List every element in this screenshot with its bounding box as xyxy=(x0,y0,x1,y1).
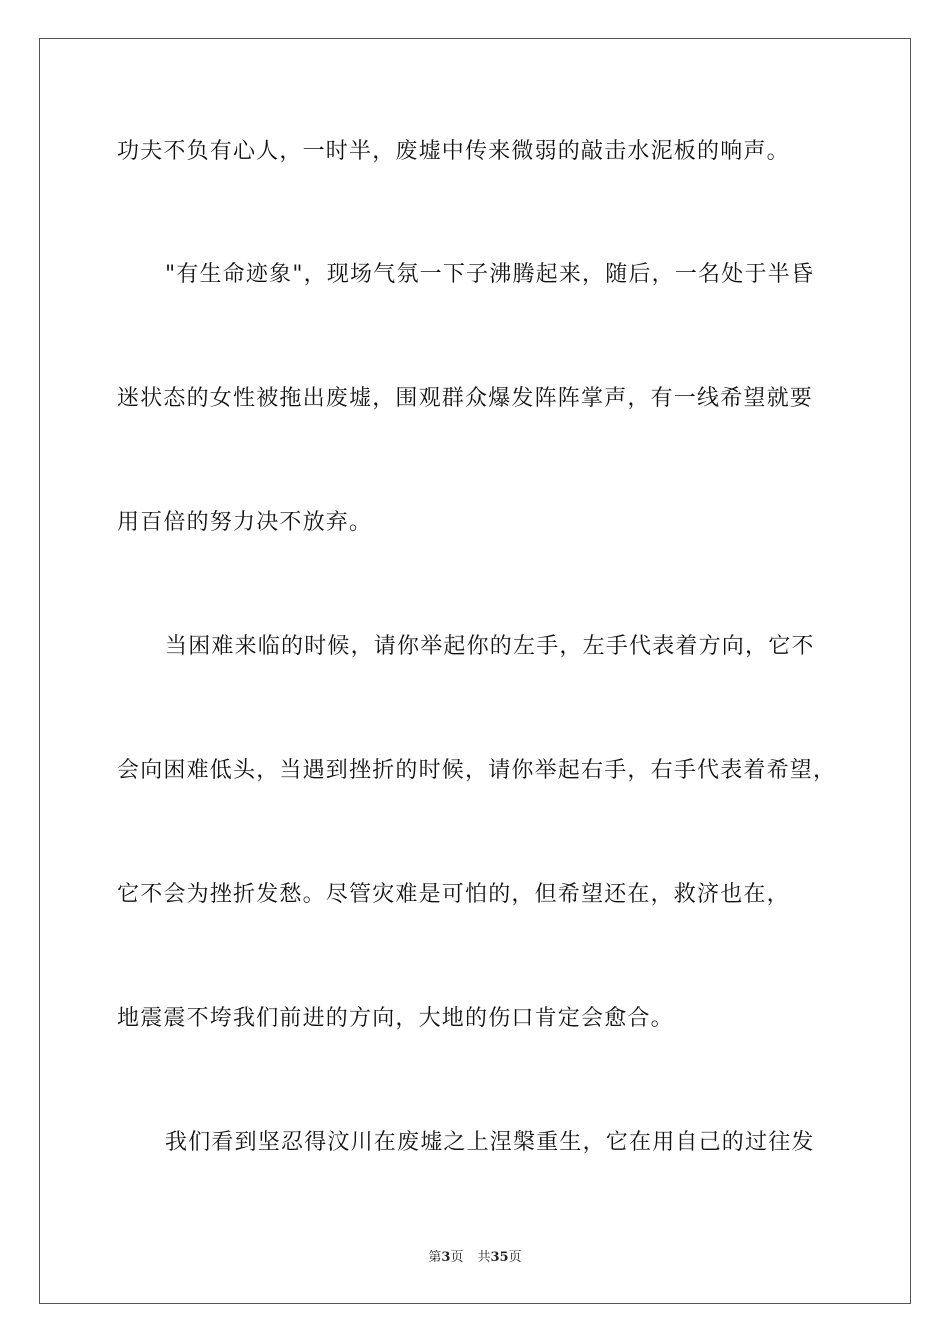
text-line-6: 会向困难低头，当遇到挫折的时候，请你举起右手，右手代表着希望， xyxy=(117,758,837,783)
footer-page-suffix: 页 xyxy=(450,1250,464,1265)
text-line-2: "有生命迹象"，现场气氛一下子沸腾起来，随后，一名处于半昏 xyxy=(165,262,815,287)
text-line-8: 地震震不垮我们前进的方向，大地的伤口肯定会愈合。 xyxy=(117,1006,674,1031)
page-border xyxy=(39,38,911,1304)
text-line-7: 它不会为挫折发愁。尽管灾难是可怕的，但希望还在，救济也在， xyxy=(117,882,790,907)
page-footer xyxy=(0,1246,950,1265)
text-line-9: 我们看到坚忍得汶川在废墟之上涅槃重生，它在用自己的过往发 xyxy=(165,1130,815,1155)
footer-page-prefix: 第 xyxy=(428,1250,442,1265)
text-line-1: 功夫不负有心人，一时半，废墟中传来微弱的敲击水泥板的响声。 xyxy=(117,139,790,164)
text-line-5: 当困难来临的时候，请你举起你的左手，左手代表着方向，它不 xyxy=(165,634,815,659)
text-line-3: 迷状态的女性被拖出废墟，围观群众爆发阵阵掌声，有一线希望就要 xyxy=(117,386,814,411)
footer-page-number: 3 xyxy=(441,1250,451,1265)
footer-total-pages: 35 xyxy=(490,1250,509,1265)
footer-total-prefix: 共 xyxy=(477,1250,491,1265)
footer-total-suffix: 页 xyxy=(508,1250,522,1265)
text-line-4: 用百倍的努力决不放弃。 xyxy=(117,510,373,535)
